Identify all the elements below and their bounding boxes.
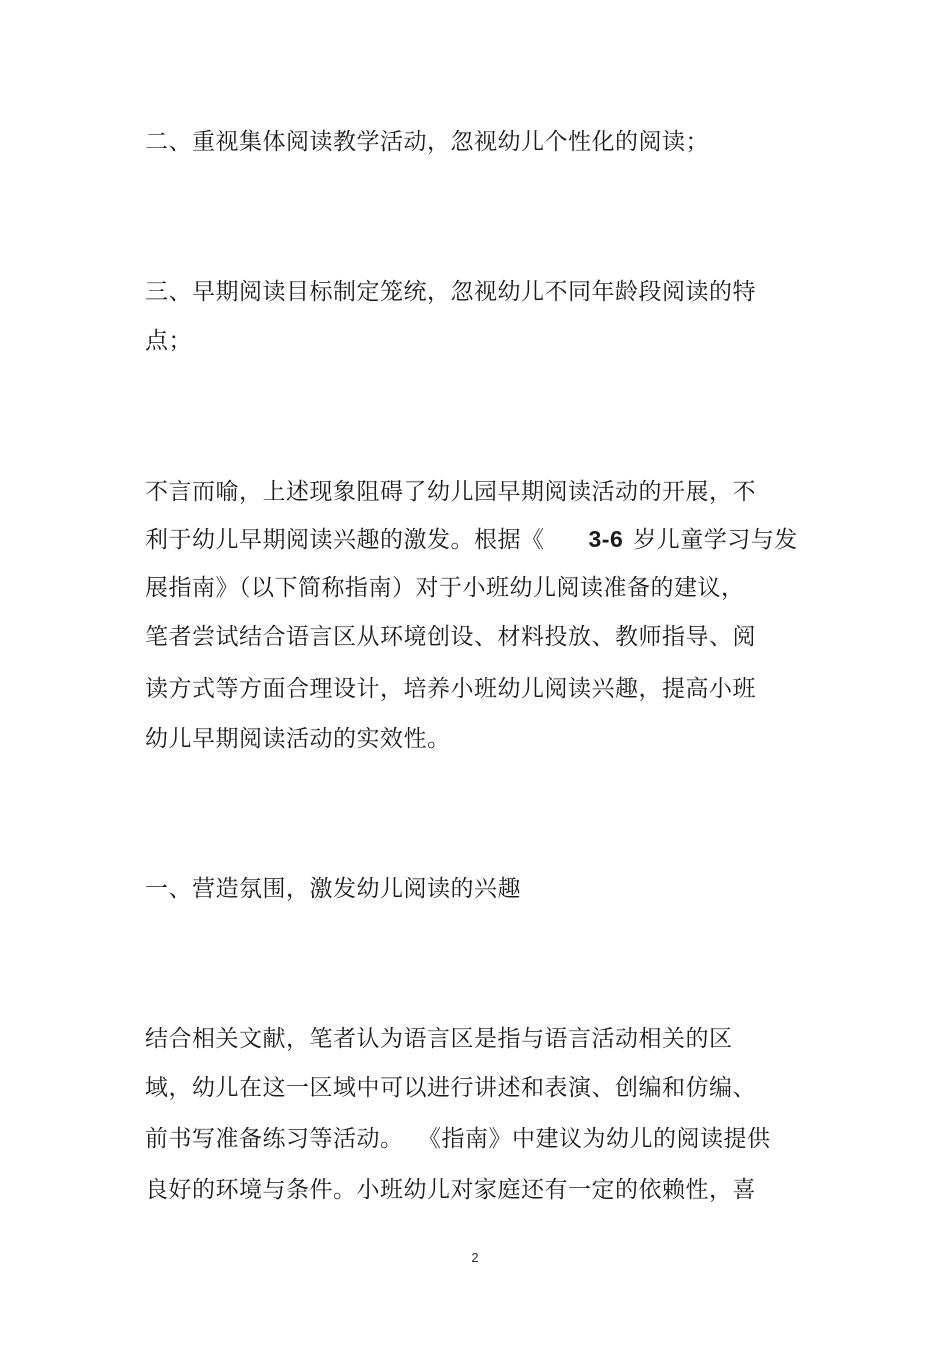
text-line: 展指南》（以下简称指南）对于小班幼儿阅读准备的建议， [145,575,745,601]
text-line: 域，幼儿在这一区域中可以进行讲述和表演、创编和仿编、 [145,1075,756,1101]
paragraph-line [145,1124,771,1154]
paragraph-line [145,1024,733,1054]
paragraph-line [145,724,451,754]
paragraph-line [145,573,745,603]
paragraph-line [145,674,756,704]
page-number: 2 [471,1250,479,1265]
text-line: 前书写准备练习等活动。 [145,1126,404,1152]
paragraph-line [145,622,756,652]
text-line: 点； [145,328,192,354]
text-line: 读方式等方面合理设计，培养小班幼儿阅读兴趣，提高小班 [145,676,756,702]
heading-two [145,127,709,157]
section-heading-one [145,874,521,904]
paragraph-line [145,477,756,507]
text-line: 笔者尝试结合语言区从环境创设、材料投放、教师指导、阅 [145,624,756,650]
text-line: 良好的环境与条件。小班幼儿对家庭还有一定的依赖性，喜 [145,1177,756,1203]
heading-three [145,277,756,307]
age-range-number: 3-6 [588,526,624,552]
text-line: 二、重视集体阅读教学活动，忽视幼儿个性化的阅读； [145,129,709,155]
text-line: 幼儿早期阅读活动的实效性。 [145,726,451,752]
text-line: 不言而喻，上述现象阻碍了幼儿园早期阅读活动的开展，不 [145,479,756,505]
text-line: 岁儿童学习与发 [633,527,798,553]
heading-three-continued [145,326,192,356]
paragraph-line [145,1073,756,1103]
paragraph-line [145,1175,756,1205]
text-line: 三、早期阅读目标制定笼统，忽视幼儿不同年龄段阅读的特 [145,279,756,305]
text-line: 结合相关文献，笔者认为语言区是指与语言活动相关的区 [145,1026,733,1052]
text-line: 《指南》中建议为幼儿的阅读提供 [429,1126,771,1152]
text-line: 一、营造氛围，激发幼儿阅读的兴趣 [145,876,521,902]
paragraph-line [145,524,798,555]
text-line: 利于幼儿早期阅读兴趣的激发。根据《 [145,527,545,553]
